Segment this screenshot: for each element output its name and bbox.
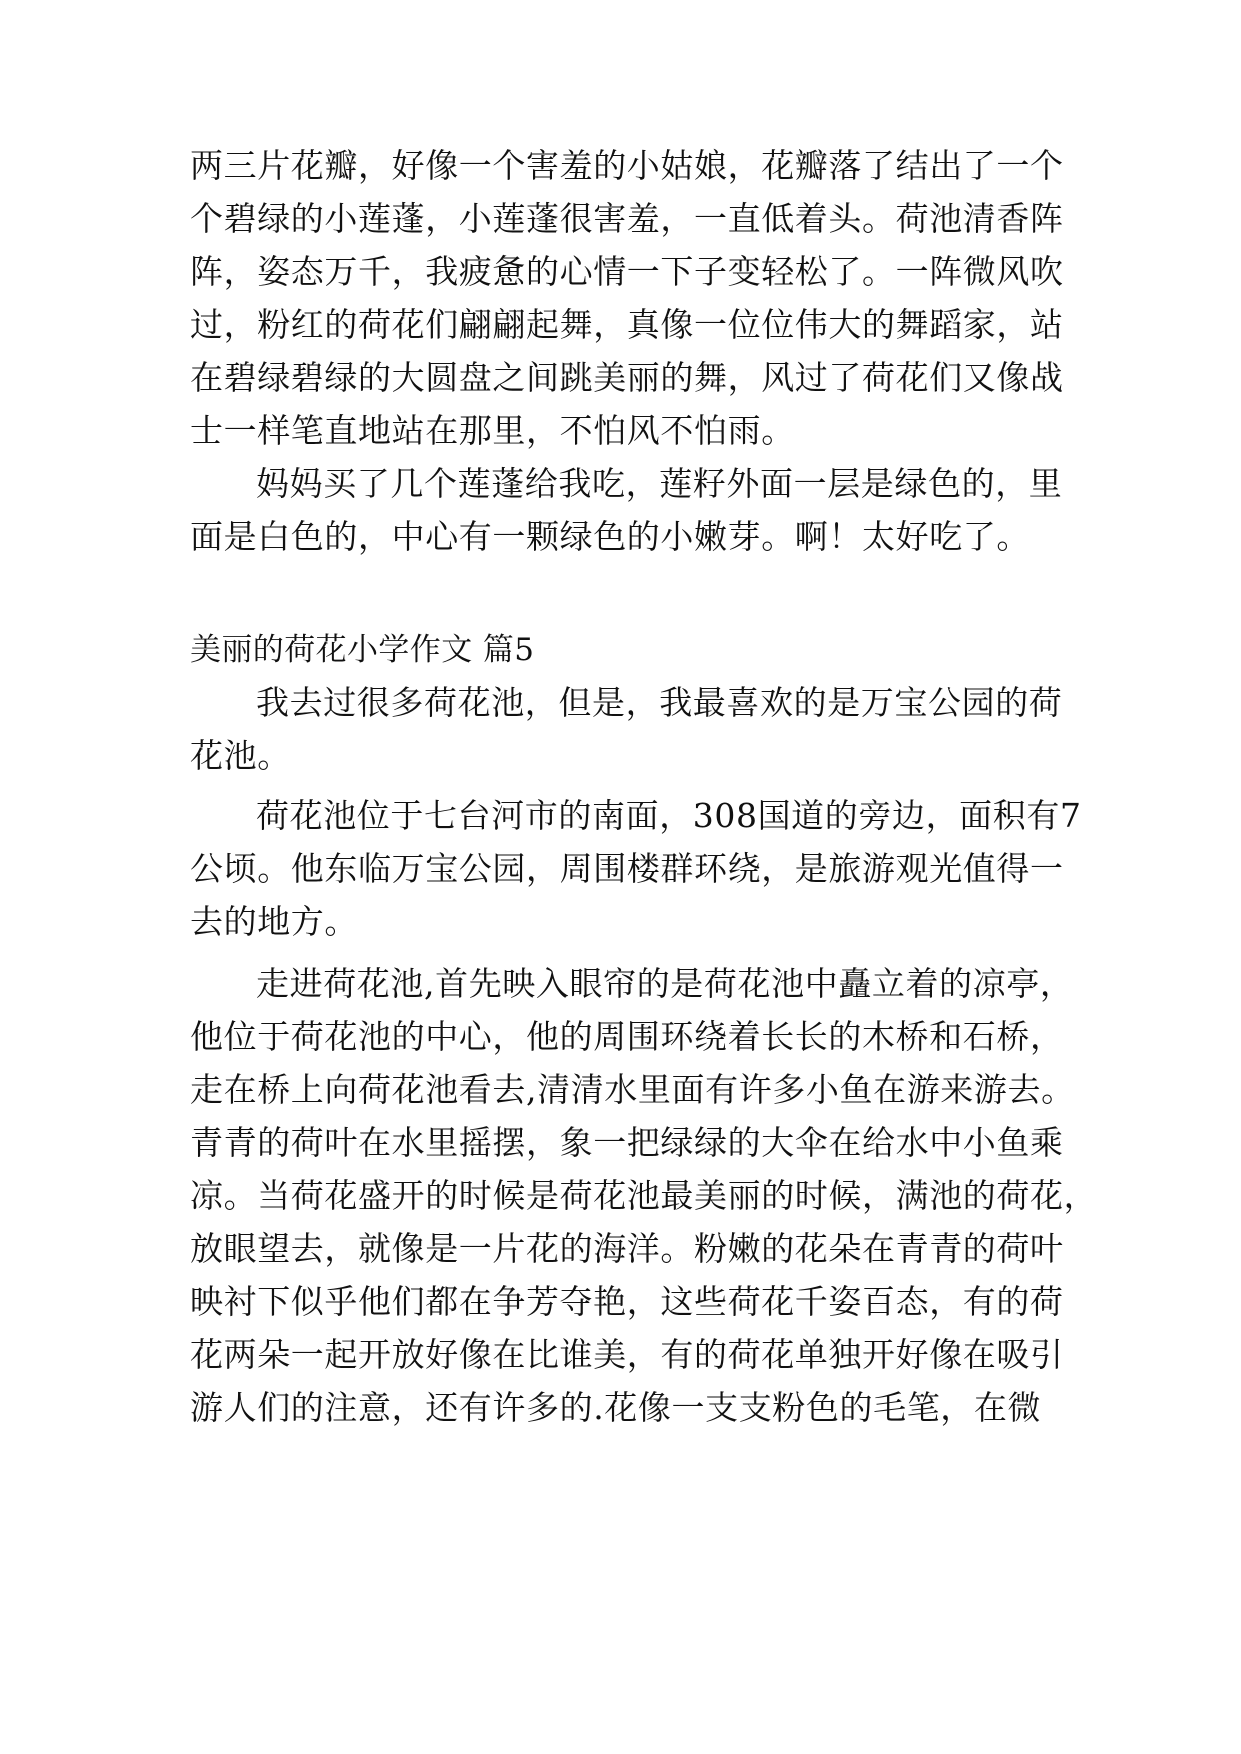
paragraph-line: 花池。 xyxy=(190,736,291,775)
paragraph-line: 走进荷花池,首先映入眼帘的是荷花池中矗立着的凉亭， xyxy=(256,964,1074,1003)
paragraph-line: 去的地方。 xyxy=(190,902,358,941)
paragraph-line: 凉。当荷花盛开的时候是荷花池最美丽的时候，满池的荷花， xyxy=(190,1176,1098,1215)
paragraph-line: 游人们的注意，还有许多的.花像一支支粉色的毛笔，在微 xyxy=(190,1388,1042,1427)
paragraph-line: 荷花池位于七台河市的南面，308国道的旁边，面积有7 xyxy=(256,796,1082,835)
paragraph-line: 他位于荷花池的中心，他的周围环绕着长长的木桥和石桥， xyxy=(190,1017,1064,1056)
paragraph-line: 妈妈买了几个莲蓬给我吃，莲籽外面一层是绿色的，里 xyxy=(256,464,1063,503)
paragraph-line: 映衬下似乎他们都在争芳夺艳，这些荷花千姿百态，有的荷 xyxy=(190,1282,1064,1321)
paragraph-line: 走在桥上向荷花池看去,清清水里面有许多小鱼在游来游去。 xyxy=(190,1070,1075,1109)
section-heading: 美丽的荷花小学作文 篇5 xyxy=(190,632,535,668)
paragraph-line: 公顷。他东临万宝公园，周围楼群环绕，是旅游观光值得一 xyxy=(190,849,1064,888)
paragraph-line: 我去过很多荷花池，但是，我最喜欢的是万宝公园的荷 xyxy=(256,683,1063,722)
paragraph-line: 阵，姿态万千，我疲惫的心情一下子变轻松了。一阵微风吹 xyxy=(190,252,1064,291)
paragraph-line: 过，粉红的荷花们翩翩起舞，真像一位位伟大的舞蹈家，站 xyxy=(190,305,1064,344)
paragraph-line: 在碧绿碧绿的大圆盘之间跳美丽的舞，风过了荷花们又像战 xyxy=(190,358,1064,397)
paragraph-line: 面是白色的，中心有一颗绿色的小嫩芽。啊！太好吃了。 xyxy=(190,517,1030,556)
paragraph-line: 花两朵一起开放好像在比谁美，有的荷花单独开好像在吸引 xyxy=(190,1335,1064,1374)
paragraph-line: 个碧绿的小莲蓬，小莲蓬很害羞，一直低着头。荷池清香阵 xyxy=(190,199,1064,238)
paragraph-line: 放眼望去，就像是一片花的海洋。粉嫩的花朵在青青的荷叶 xyxy=(190,1229,1064,1268)
paragraph-line: 青青的荷叶在水里摇摆，象一把绿绿的大伞在给水中小鱼乘 xyxy=(190,1123,1064,1162)
paragraph-line: 士一样笔直地站在那里，不怕风不怕雨。 xyxy=(190,411,795,450)
paragraph-line: 两三片花瓣，好像一个害羞的小姑娘，花瓣落了结出了一个 xyxy=(190,146,1064,185)
